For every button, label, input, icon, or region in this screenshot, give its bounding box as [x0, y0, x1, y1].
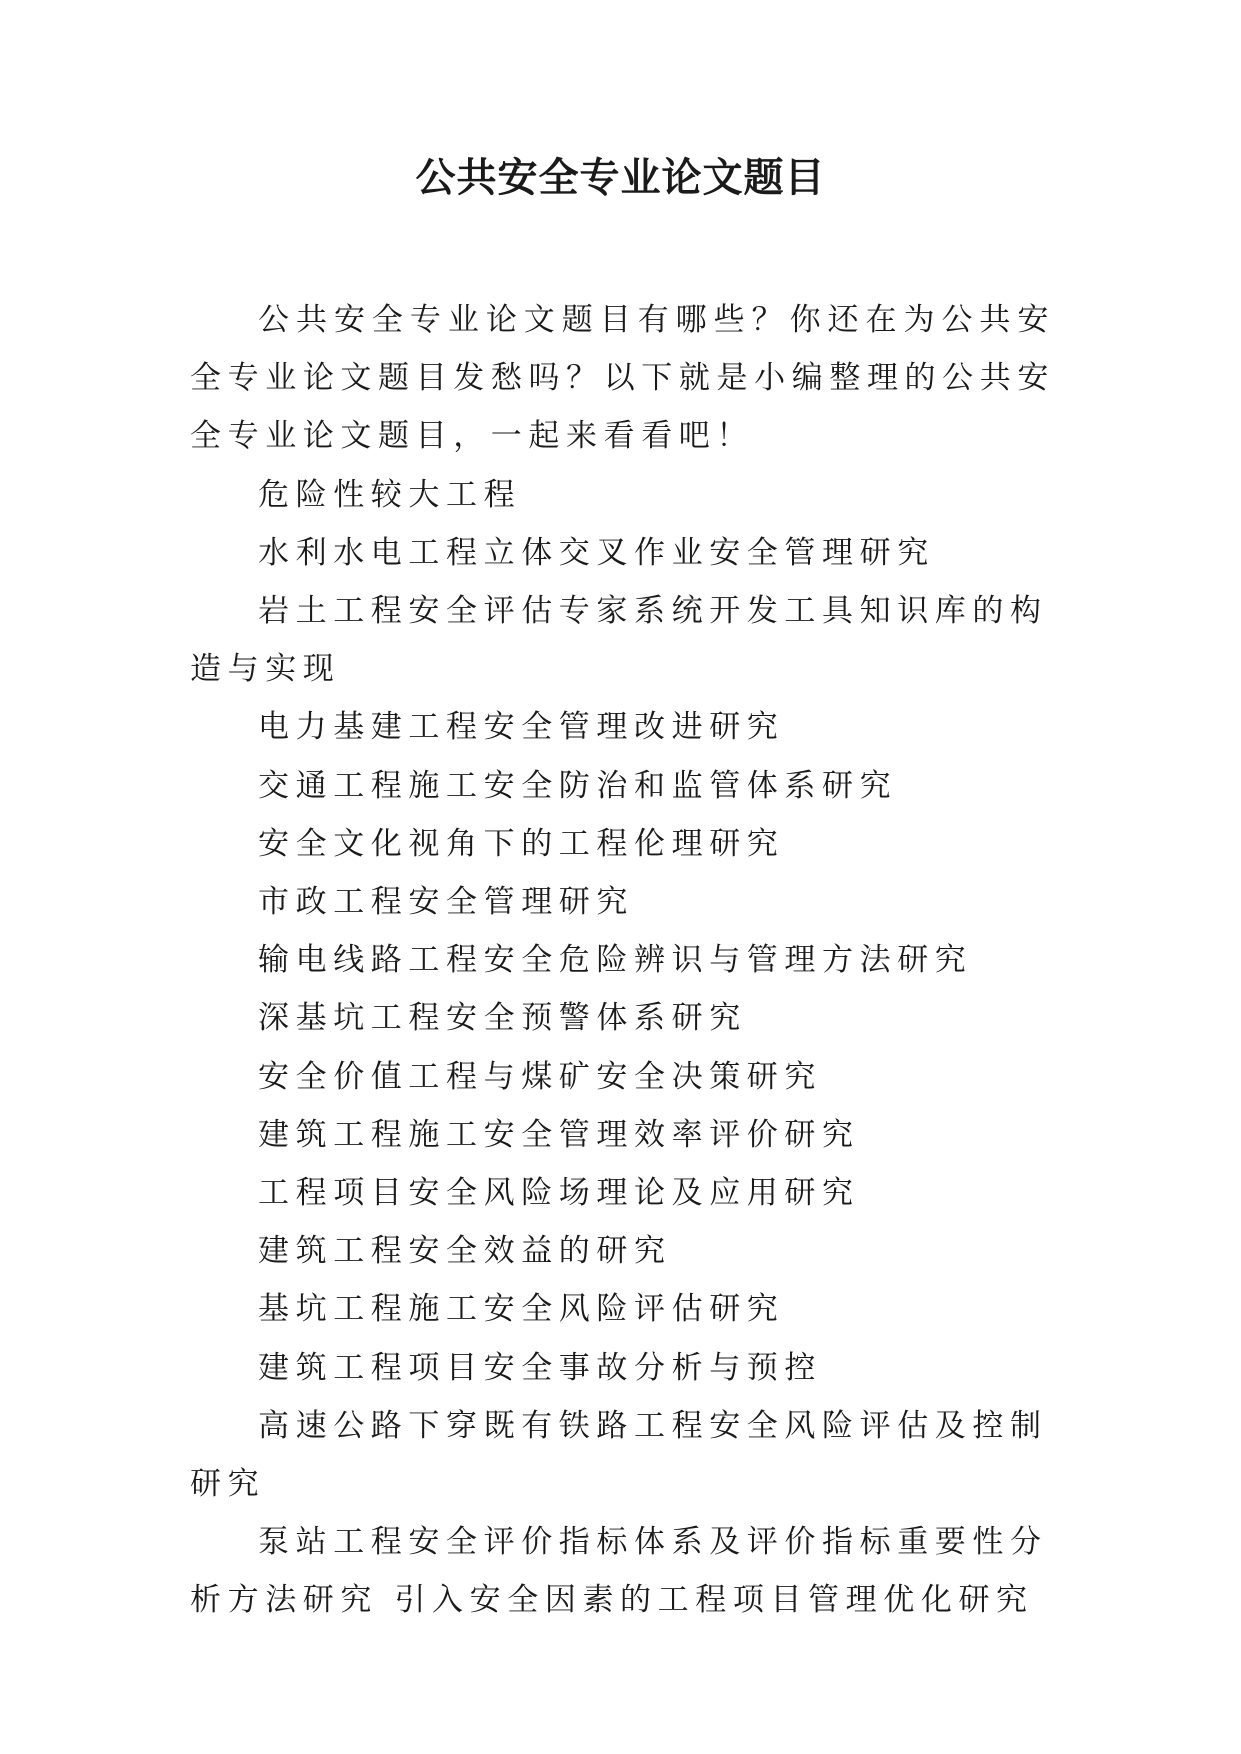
document-body [190, 291, 1055, 1630]
list-item: 岩土工程安全评估专家系统开发工具知识库的构造与实现 [190, 593, 1048, 688]
list-item: 水利水电工程立体交叉作业安全管理研究 [258, 534, 935, 571]
list-item: 建筑工程安全效益的研究 [258, 1233, 672, 1270]
list-item: 电力基建工程安全管理改进研究 [258, 709, 785, 746]
list-item: 市政工程安全管理研究 [258, 884, 634, 921]
list-item: 高速公路下穿既有铁路工程安全风险评估及控制研究 [190, 1407, 1048, 1503]
list-item: 危险性较大工程 [258, 476, 522, 513]
list-item: 工程项目安全风险场理论及应用研究 [258, 1175, 860, 1212]
list-item: 泵站工程安全评价指标体系及评价指标重要性分析方法研究 引入安全因素的工程项目管理优化研究 [190, 1524, 1048, 1619]
list-item: 深基坑工程安全预警体系研究 [258, 1000, 747, 1037]
intro-paragraph: 公共安全专业论文题目有哪些？你还在为公共安全专业论文题目发愁吗？以下就是小编整理的公共安全专业论文题目，一起来看看吧！ [190, 302, 1055, 455]
list-item: 交通工程施工安全防治和监管体系研究 [258, 767, 898, 804]
list-item: 建筑工程施工安全管理效率评价研究 [258, 1116, 860, 1153]
list-item: 建筑工程项目安全事故分析与预控 [258, 1349, 822, 1386]
list-item: 安全文化视角下的工程伦理研究 [258, 825, 785, 862]
list-item: 基坑工程施工安全风险评估研究 [258, 1291, 785, 1328]
document-title: 公共安全专业论文题目 [415, 155, 826, 201]
list-item: 输电线路工程安全危险辨识与管理方法研究 [258, 942, 973, 979]
list-item: 安全价值工程与煤矿安全决策研究 [258, 1058, 822, 1095]
